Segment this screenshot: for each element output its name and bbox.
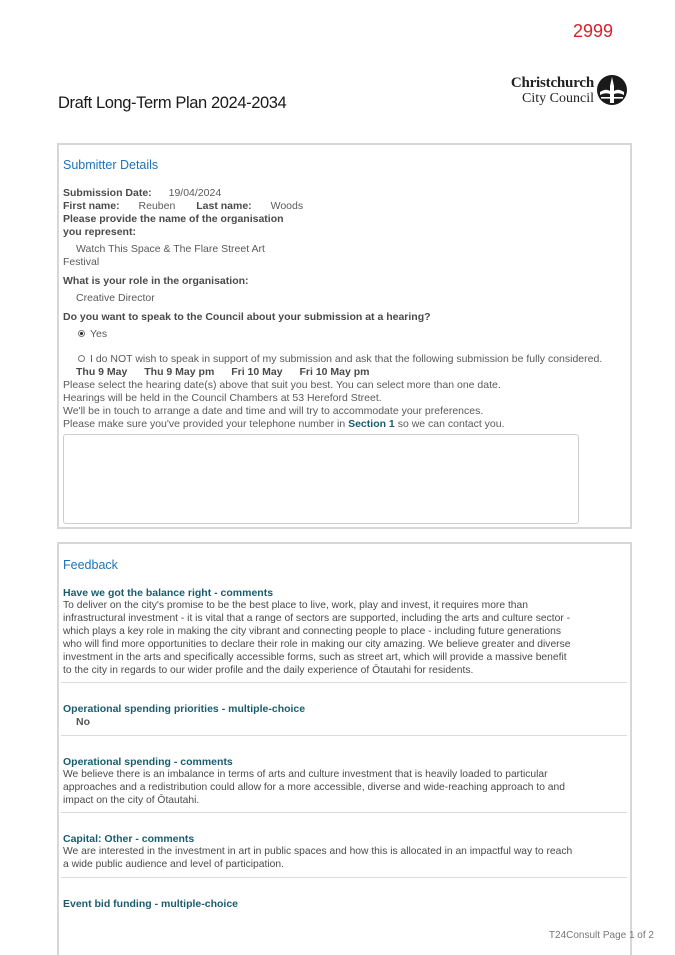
option-no bbox=[78, 353, 602, 366]
radio-selected-icon bbox=[78, 330, 85, 337]
feedback-item-title: Operational spending - comments bbox=[63, 756, 233, 768]
logo-line1: Christchurch bbox=[510, 75, 594, 91]
feedback-item-text: To deliver on the city's promise to be the best place to live, work, play and invest, it requires more than infrastructural investment - it is vital that a range of sectors are supported, including the arts and culture sector - which plays a key role in making the city vibrant and connecting people to place - including future generations who will find more opportunities to declare their role in making our city amazing. We believe greater and diverse investment in the arts and specifically accessible forms, such as street art, which will provide a massive benefit to the city in regards to our wider profile and the daily experience of Ōtautahi for residents. bbox=[63, 600, 571, 676]
last-name-label: Last name: bbox=[196, 200, 252, 212]
logo-line2: City Council bbox=[522, 91, 594, 106]
council-logo bbox=[500, 74, 630, 108]
org-answer-line2: Festival bbox=[63, 256, 100, 268]
hearing-info-4-post: so we can contact you. bbox=[394, 418, 505, 430]
org-question-line2: you represent: bbox=[63, 226, 136, 238]
hearing-info-2: Hearings will be held in the Council Chambers at 53 Hereford Street. bbox=[63, 392, 382, 404]
hearing-date: Thu 9 May pm bbox=[144, 366, 215, 378]
first-name-label: First name: bbox=[63, 200, 120, 212]
hearing-date: Fri 10 May bbox=[231, 366, 283, 378]
feedback-item-title: Have we got the balance right - comments bbox=[63, 587, 274, 599]
role-question: What is your role in the organisation: bbox=[63, 275, 249, 287]
hearing-info-3: We'll be in touch to arrange a date and time and will try to accommodate your preferences. bbox=[63, 405, 484, 417]
hearing-info-4 bbox=[63, 418, 505, 431]
feedback-section-title: Feedback bbox=[63, 558, 118, 572]
first-name-value: Reuben bbox=[138, 200, 176, 212]
org-answer-line1: Watch This Space & The Flare Street Art bbox=[76, 243, 265, 255]
submission-date-label: Submission Date: bbox=[63, 187, 152, 199]
hearing-question: Do you want to speak to the Council about your submission at a hearing? bbox=[63, 311, 431, 323]
submitter-section-title: Submitter Details bbox=[63, 158, 159, 172]
feedback-item-title: Capital: Other - comments bbox=[63, 833, 195, 845]
feedback-panel bbox=[57, 542, 632, 955]
feedback-item-title: Operational spending priorities - multiple-choice bbox=[63, 703, 306, 715]
divider bbox=[61, 682, 627, 683]
option-yes-label: Yes bbox=[90, 328, 108, 340]
submission-date-row bbox=[63, 187, 221, 200]
section-1-reference: Section 1 bbox=[348, 418, 395, 430]
hearing-dates bbox=[76, 366, 370, 379]
radio-unselected-icon bbox=[78, 355, 85, 362]
document-title: Draft Long-Term Plan 2024-2034 bbox=[58, 94, 287, 112]
divider bbox=[61, 877, 627, 878]
submission-date-value: 19/04/2024 bbox=[168, 187, 222, 199]
name-row bbox=[63, 200, 303, 213]
hearing-info-4-pre: Please make sure you've provided your telephone number in bbox=[63, 418, 349, 430]
cathedral-emblem-icon bbox=[596, 74, 628, 106]
option-no-label: I do NOT wish to speak in support of my submission and ask that the following submission be fully considered. bbox=[90, 353, 603, 365]
feedback-item-text: We believe there is an imbalance in terms of arts and culture investment that is heavily loaded to particular approaches and a redistribution could allow for a more accessible, diverse and wide-reaching approach to and impact on the city of Ōtautahi. bbox=[63, 769, 565, 806]
feedback-item-title: Event bid funding - multiple-choice bbox=[63, 898, 238, 910]
org-question-line1: Please provide the name of the organisation bbox=[63, 213, 284, 225]
feedback-item-text: We are interested in the investment in art in public spaces and how this is allocated in an impactful way to reach a wide public audience and level of participation. bbox=[63, 846, 573, 870]
page-number: 2999 bbox=[573, 21, 614, 41]
option-yes bbox=[78, 328, 107, 341]
submitter-details-panel bbox=[57, 143, 632, 529]
divider bbox=[61, 812, 627, 813]
hearing-info-1: Please select the hearing date(s) above that suit you best. You can select more than one date. bbox=[63, 379, 501, 391]
last-name-value: Woods bbox=[270, 200, 304, 212]
feedback-item-answer: No bbox=[76, 716, 90, 728]
hearing-date: Thu 9 May bbox=[76, 366, 128, 378]
submission-comment-box bbox=[63, 434, 579, 524]
role-answer: Creative Director bbox=[76, 292, 155, 304]
hearing-date: Fri 10 May pm bbox=[299, 366, 370, 378]
divider bbox=[61, 735, 627, 736]
page-footer: T24Consult Page 1 of 2 bbox=[548, 930, 654, 941]
